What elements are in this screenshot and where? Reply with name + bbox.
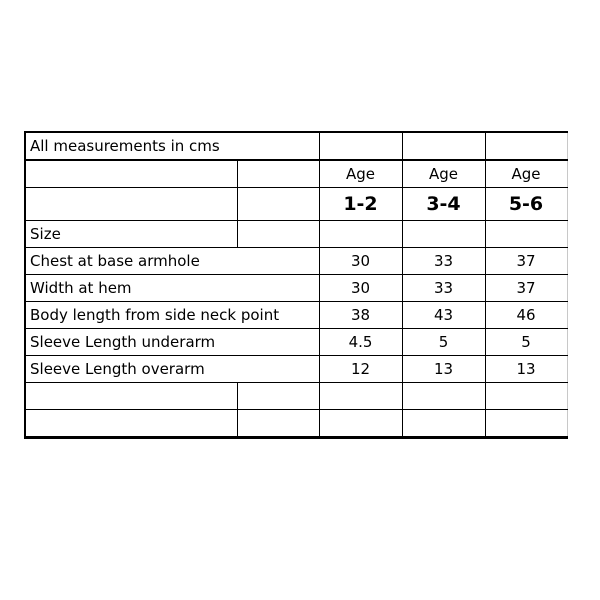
measurement-value: 46 (485, 302, 567, 329)
empty-cell (25, 383, 237, 410)
measurement-value: 37 (485, 248, 567, 275)
measurement-value: 33 (402, 248, 485, 275)
empty-cell (25, 160, 237, 188)
measurement-value: 33 (402, 275, 485, 302)
measurement-value: 43 (402, 302, 485, 329)
caption-row (25, 132, 567, 160)
table-row (25, 356, 567, 383)
empty-row (25, 383, 567, 410)
empty-cell (485, 383, 567, 410)
empty-cell (485, 221, 567, 248)
size-row (25, 221, 567, 248)
empty-cell (402, 383, 485, 410)
empty-cell (237, 410, 319, 438)
empty-cell (237, 221, 319, 248)
measurement-value: 30 (319, 248, 402, 275)
empty-cell (237, 160, 319, 188)
measurement-value: 13 (402, 356, 485, 383)
age-header-row (25, 160, 567, 188)
empty-cell (485, 410, 567, 438)
empty-cell (237, 383, 319, 410)
measurement-label: Body length from side neck point (25, 302, 319, 329)
measurement-label: Sleeve Length underarm (25, 329, 319, 356)
empty-cell (319, 410, 402, 438)
empty-cell (402, 221, 485, 248)
measurement-table (24, 131, 568, 439)
table-row (25, 302, 567, 329)
measurement-value: 5 (402, 329, 485, 356)
age-range-row (25, 188, 567, 221)
age-header-1-2: Age (319, 160, 402, 188)
measurement-value: 30 (319, 275, 402, 302)
age-header-5-6: Age (485, 160, 567, 188)
empty-cell (319, 221, 402, 248)
age-range-5-6: 5-6 (485, 188, 567, 221)
empty-cell (319, 132, 402, 160)
size-label: Size (25, 221, 237, 248)
measurement-value: 13 (485, 356, 567, 383)
measurement-value: 38 (319, 302, 402, 329)
empty-cell (485, 132, 567, 160)
empty-cell (402, 132, 485, 160)
measurement-value: 4.5 (319, 329, 402, 356)
table-row (25, 329, 567, 356)
empty-row (25, 410, 567, 438)
empty-cell (25, 410, 237, 438)
empty-cell (319, 383, 402, 410)
measurement-value: 37 (485, 275, 567, 302)
table-row (25, 275, 567, 302)
measurement-value: 12 (319, 356, 402, 383)
table-caption: All measurements in cms (25, 132, 319, 160)
measurement-label: Chest at base armhole (25, 248, 319, 275)
empty-cell (402, 410, 485, 438)
measurement-label: Width at hem (25, 275, 319, 302)
measurement-value: 5 (485, 329, 567, 356)
age-range-1-2: 1-2 (319, 188, 402, 221)
empty-cell (25, 188, 237, 221)
table-row (25, 248, 567, 275)
measurement-label: Sleeve Length overarm (25, 356, 319, 383)
empty-cell (237, 188, 319, 221)
age-header-3-4: Age (402, 160, 485, 188)
age-range-3-4: 3-4 (402, 188, 485, 221)
